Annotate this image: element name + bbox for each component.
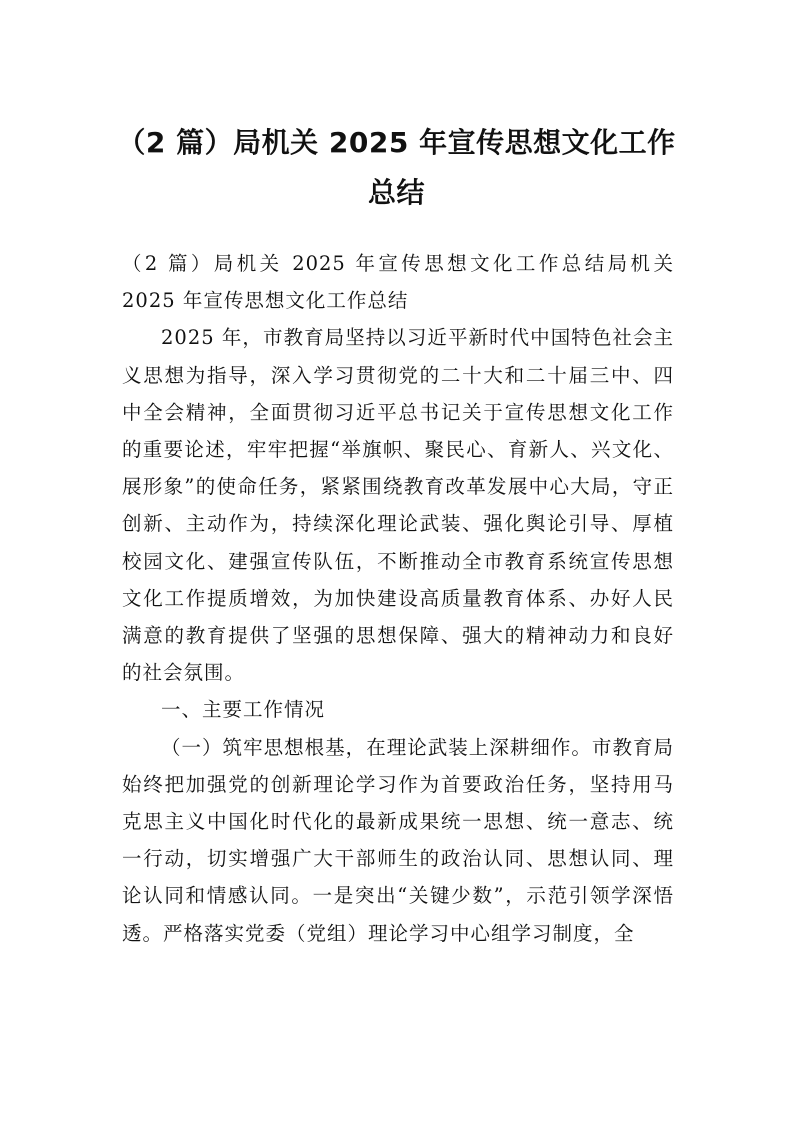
document-body — [122, 245, 674, 952]
intro-paragraph: （2 篇）局机关 2025 年宣传思想文化工作总结局机关 2025 年宣传思想文化工作总结 — [122, 252, 674, 313]
section-paragraph: （一）筑牢思想根基，在理论武装上深耕细作。市教育局始终把加强党的创新理论学习作为首要政治任务，坚持用马克思主义中国化时代化的最新成果统一思想、统一意志、统一行动，切实增强广大干部师生的政治认同、思想认同、理论认同和情感认同。一是突出“关键少数”，示范引领学深悟透。严格落实党委（党组）理论学习中心组学习制度，全 — [122, 735, 674, 945]
document-title: （2 篇）局机关 2025 年宣传思想文化工作总结 — [117, 126, 676, 209]
section-heading: 一、主要工作情况 — [161, 698, 326, 722]
summary-paragraph: 2025 年，市教育局坚持以习近平新时代中国特色社会主义思想为指导，深入学习贯彻党的二十大和二十届三中、四中全会精神，全面贯彻习近平总书记关于宣传思想文化工作的重要论述，牢牢把握“举旗帜、聚民心、育新人、兴文化、展形象”的使命任务，紧紧围绕教育改革发展中心大局，守正创新、主动作为，持续深化理论武装、强化舆论引导、厚植校园文化、建强宣传队伍，不断推动全市教育系统宣传思想文化工作提质增效，为加快建设高质量教育体系、办好人民满意的教育提供了坚强的思想保障、强大的精神动力和良好的社会氛围。 — [122, 326, 674, 685]
